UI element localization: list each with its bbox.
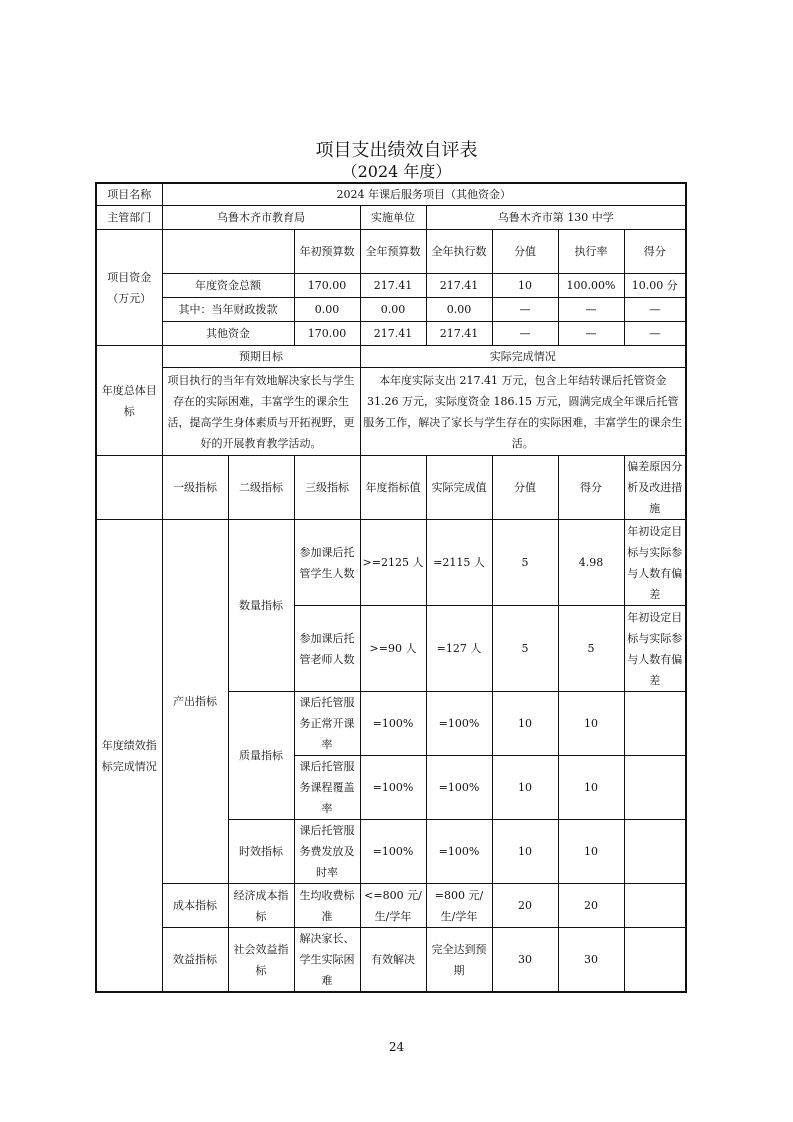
indicator-target: 有效解决	[360, 928, 426, 993]
goal-expected-header: 预期目标	[162, 346, 360, 368]
funds-row-label: 其他资金	[162, 322, 294, 346]
funds-cell: 217.41	[426, 274, 492, 298]
goal-label: 年度总体目标	[96, 346, 162, 456]
goal-expected-text: 项目执行的当年有效地解决家长与学生存在的实际困难，丰富学生的课余生活，提高学生身体素质与开拓视野，更好的开展教育教学活动。	[162, 368, 360, 456]
indicator-name: 生均收费标准	[294, 884, 360, 928]
funds-header: 分值	[492, 230, 558, 274]
funds-cell: 170.00	[294, 274, 360, 298]
indicator-actual: =100%	[426, 692, 492, 756]
ind-header: 三级指标	[294, 456, 360, 520]
funds-header: 执行率	[558, 230, 624, 274]
indicator-target: =100%	[360, 756, 426, 820]
indicator-name: 课后托管服务正常开课率	[294, 692, 360, 756]
indicator-score: 10	[492, 692, 558, 756]
indicator-actual: =100%	[426, 820, 492, 884]
dept-label: 主管部门	[96, 206, 162, 230]
indicator-got: 10	[558, 692, 624, 756]
performance-table	[95, 182, 687, 993]
goal-actual-text: 本年度实际支出 217.41 万元，包含上年结转课后托管资金 31.26 万元，实际度资金 186.15 万元，圆满完成全年课后托管服务工作，解决了家长与学生存在的实际困难，丰富学生的课余生活。	[360, 368, 686, 456]
goal-actual-header: 实际完成情况	[360, 346, 686, 368]
indicator-score: 5	[492, 520, 558, 606]
project-name-value: 2024 年课后服务项目（其他资金）	[162, 183, 686, 206]
funds-cell: 217.41	[360, 322, 426, 346]
indicator-score: 5	[492, 606, 558, 692]
indicator-score: 10	[492, 820, 558, 884]
indicator-got: 30	[558, 928, 624, 993]
indicator-score: 10	[492, 756, 558, 820]
page-title: 项目支出绩效自评表	[315, 140, 478, 161]
funds-cell: 0.00	[426, 298, 492, 322]
funds-cell: 10	[492, 274, 558, 298]
funds-cell: 10.00 分	[624, 274, 686, 298]
ind-header: 一级指标	[162, 456, 228, 520]
funds-cell: —	[558, 298, 624, 322]
indicator-target: >=90 人	[360, 606, 426, 692]
indicator-target: =100%	[360, 820, 426, 884]
cost-indicator-label: 成本指标	[162, 884, 228, 928]
econ-cost-indicator-label: 经济成本指标	[228, 884, 294, 928]
ind-header: 分值	[492, 456, 558, 520]
funds-header: 全年执行数	[426, 230, 492, 274]
funds-label: 项目资金（万元）	[96, 230, 162, 346]
indicator-reason	[624, 884, 686, 928]
indicator-score: 20	[492, 884, 558, 928]
funds-cell: 100.00%	[558, 274, 624, 298]
funds-cell: 0.00	[294, 298, 360, 322]
indicator-got: 4.98	[558, 520, 624, 606]
indicator-name: 课后托管服务课程覆盖率	[294, 756, 360, 820]
indicator-actual: =127 人	[426, 606, 492, 692]
quality-indicator-label: 质量指标	[228, 692, 294, 820]
indicator-reason	[624, 928, 686, 993]
indicator-name: 解决家长、学生实际困难	[294, 928, 360, 993]
funds-cell: 217.41	[426, 322, 492, 346]
indicator-actual: 完全达到预期	[426, 928, 492, 993]
timeliness-indicator-label: 时效指标	[228, 820, 294, 884]
ind-header-empty	[96, 456, 162, 520]
indicator-name: 课后托管服务费发放及时率	[294, 820, 360, 884]
funds-header: 得分	[624, 230, 686, 274]
indicator-reason	[624, 820, 686, 884]
ind-header: 得分	[558, 456, 624, 520]
indicator-got: 10	[558, 820, 624, 884]
funds-cell: 0.00	[360, 298, 426, 322]
funds-cell: —	[558, 322, 624, 346]
indicator-got: 5	[558, 606, 624, 692]
funds-header: 全年预算数	[360, 230, 426, 274]
impl-value: 乌鲁木齐市第 130 中学	[426, 206, 686, 230]
indicator-actual: =800 元/生/学年	[426, 884, 492, 928]
indicator-target: >=2125 人	[360, 520, 426, 606]
funds-cell: —	[492, 298, 558, 322]
indicator-actual: =100%	[426, 756, 492, 820]
funds-row-label: 年度资金总额	[162, 274, 294, 298]
indicator-reason: 年初设定目标与实际参与人数有偏差	[624, 520, 686, 606]
quantity-indicator-label: 数量指标	[228, 520, 294, 692]
perf-label: 年度绩效指标完成情况	[96, 520, 162, 993]
indicator-score: 30	[492, 928, 558, 993]
funds-cell: —	[492, 322, 558, 346]
page-number: 24	[388, 1040, 405, 1054]
indicator-reason	[624, 692, 686, 756]
page-subtitle: （2024 年度）	[341, 162, 452, 181]
ind-header: 偏差原因分析及改进措施	[624, 456, 686, 520]
ind-header: 年度指标值	[360, 456, 426, 520]
dept-value: 乌鲁木齐市教育局	[162, 206, 360, 230]
impl-label: 实施单位	[360, 206, 426, 230]
indicator-reason	[624, 756, 686, 820]
indicator-reason: 年初设定目标与实际参与人数有偏差	[624, 606, 686, 692]
funds-cell: —	[624, 298, 686, 322]
indicator-name: 参加课后托管老师人数	[294, 606, 360, 692]
ind-header: 实际完成值	[426, 456, 492, 520]
output-indicator-label: 产出指标	[162, 520, 228, 884]
indicator-actual: =2115 人	[426, 520, 492, 606]
ind-header: 二级指标	[228, 456, 294, 520]
indicator-got: 10	[558, 756, 624, 820]
indicator-name: 参加课后托管学生人数	[294, 520, 360, 606]
project-name-label: 项目名称	[96, 183, 162, 206]
funds-cell: 217.41	[360, 274, 426, 298]
funds-cell: 170.00	[294, 322, 360, 346]
funds-header-empty	[162, 230, 294, 274]
funds-cell: —	[624, 322, 686, 346]
indicator-target: <=800 元/生/学年	[360, 884, 426, 928]
indicator-got: 20	[558, 884, 624, 928]
funds-header: 年初预算数	[294, 230, 360, 274]
social-benefit-indicator-label: 社会效益指标	[228, 928, 294, 993]
funds-row-label: 其中：当年财政拨款	[162, 298, 294, 322]
benefit-indicator-label: 效益指标	[162, 928, 228, 993]
indicator-target: =100%	[360, 692, 426, 756]
